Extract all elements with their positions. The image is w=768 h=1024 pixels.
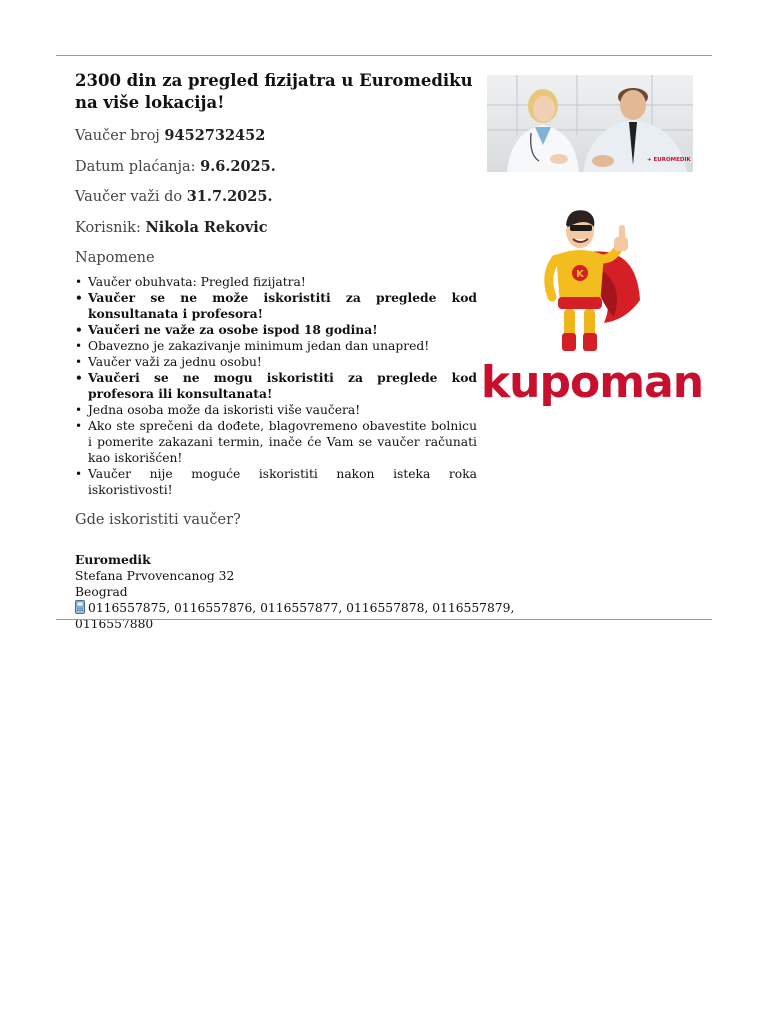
photo-caption: + EUROMEDIK: [647, 157, 691, 163]
phone-icon: [75, 600, 85, 614]
location-street: Stefana Prvovencanog 32: [75, 569, 235, 583]
valid-until-label: Vaučer važi do: [75, 189, 183, 205]
voucher-number: [75, 124, 477, 155]
location-name: Euromedik: [75, 552, 151, 567]
note-item: • Vaučeri se ne mogu iskoristiti za preglede kod profesora ili konsultanata!: [88, 370, 477, 402]
kupoman-wordmark: kupoman: [480, 357, 704, 408]
bottom-divider: [56, 619, 712, 620]
location-block: [75, 552, 595, 632]
notes-heading: Napomene: [75, 250, 155, 266]
location-phones: [75, 600, 595, 632]
location-city: Beograd: [75, 585, 128, 599]
valid-until-value: 31.7.2025.: [186, 188, 273, 205]
note-item: • Vaučer obuhvata: Pregled fizijatra!: [88, 274, 477, 290]
voucher-user: [75, 216, 477, 247]
payment-date: [75, 155, 477, 186]
note-item: • Vaučer nije moguće iskoristiti nakon isteka roka iskoristivosti!: [88, 466, 477, 498]
payment-date-label: Datum plaćanja:: [75, 158, 196, 175]
valid-until: [75, 185, 477, 216]
note-item: • Obavezno je zakazivanje minimum jedan dan unapred!: [88, 338, 477, 354]
voucher-number-label: Vaučer broj: [75, 128, 160, 144]
voucher-user-label: Korisnik:: [75, 219, 141, 236]
voucher-content: [75, 70, 515, 632]
note-item: • Ako ste sprečeni da dođete, blagovremeno obavestite bolnicu i pomerite zakazani termin, inače će Vam se vaučer računati kao iskorišćen!: [88, 418, 477, 466]
payment-date-value: 9.6.2025.: [200, 157, 276, 175]
kupoman-logo: [480, 205, 704, 408]
deal-photo: [487, 75, 693, 172]
note-item: • Vaučeri ne važe za osobe ispod 18 godina!: [88, 322, 477, 338]
where-heading: Gde iskoristiti vaučer?: [75, 512, 241, 528]
note-item: • Vaučer se ne može iskoristiti za preglede kod konsultanata i profesora!: [88, 290, 477, 322]
voucher-number-value: 9452732452: [164, 127, 266, 144]
note-item: • Jedna osoba može da iskoristi više vaučera!: [88, 402, 477, 418]
phone-numbers: 0116557875, 0116557876, 0116557877, 0116557878, 0116557879, 0116557880: [75, 601, 515, 631]
top-divider: [56, 55, 712, 56]
note-item: • Vaučer važi za jednu osobu!: [88, 354, 477, 370]
notes-list: [75, 274, 477, 498]
svg-text:K: K: [576, 269, 584, 280]
voucher-title: 2300 din za pregled fizijatra u Euromediku na više lokacija!: [75, 71, 473, 112]
voucher-user-value: Nikola Rekovic: [145, 218, 268, 236]
